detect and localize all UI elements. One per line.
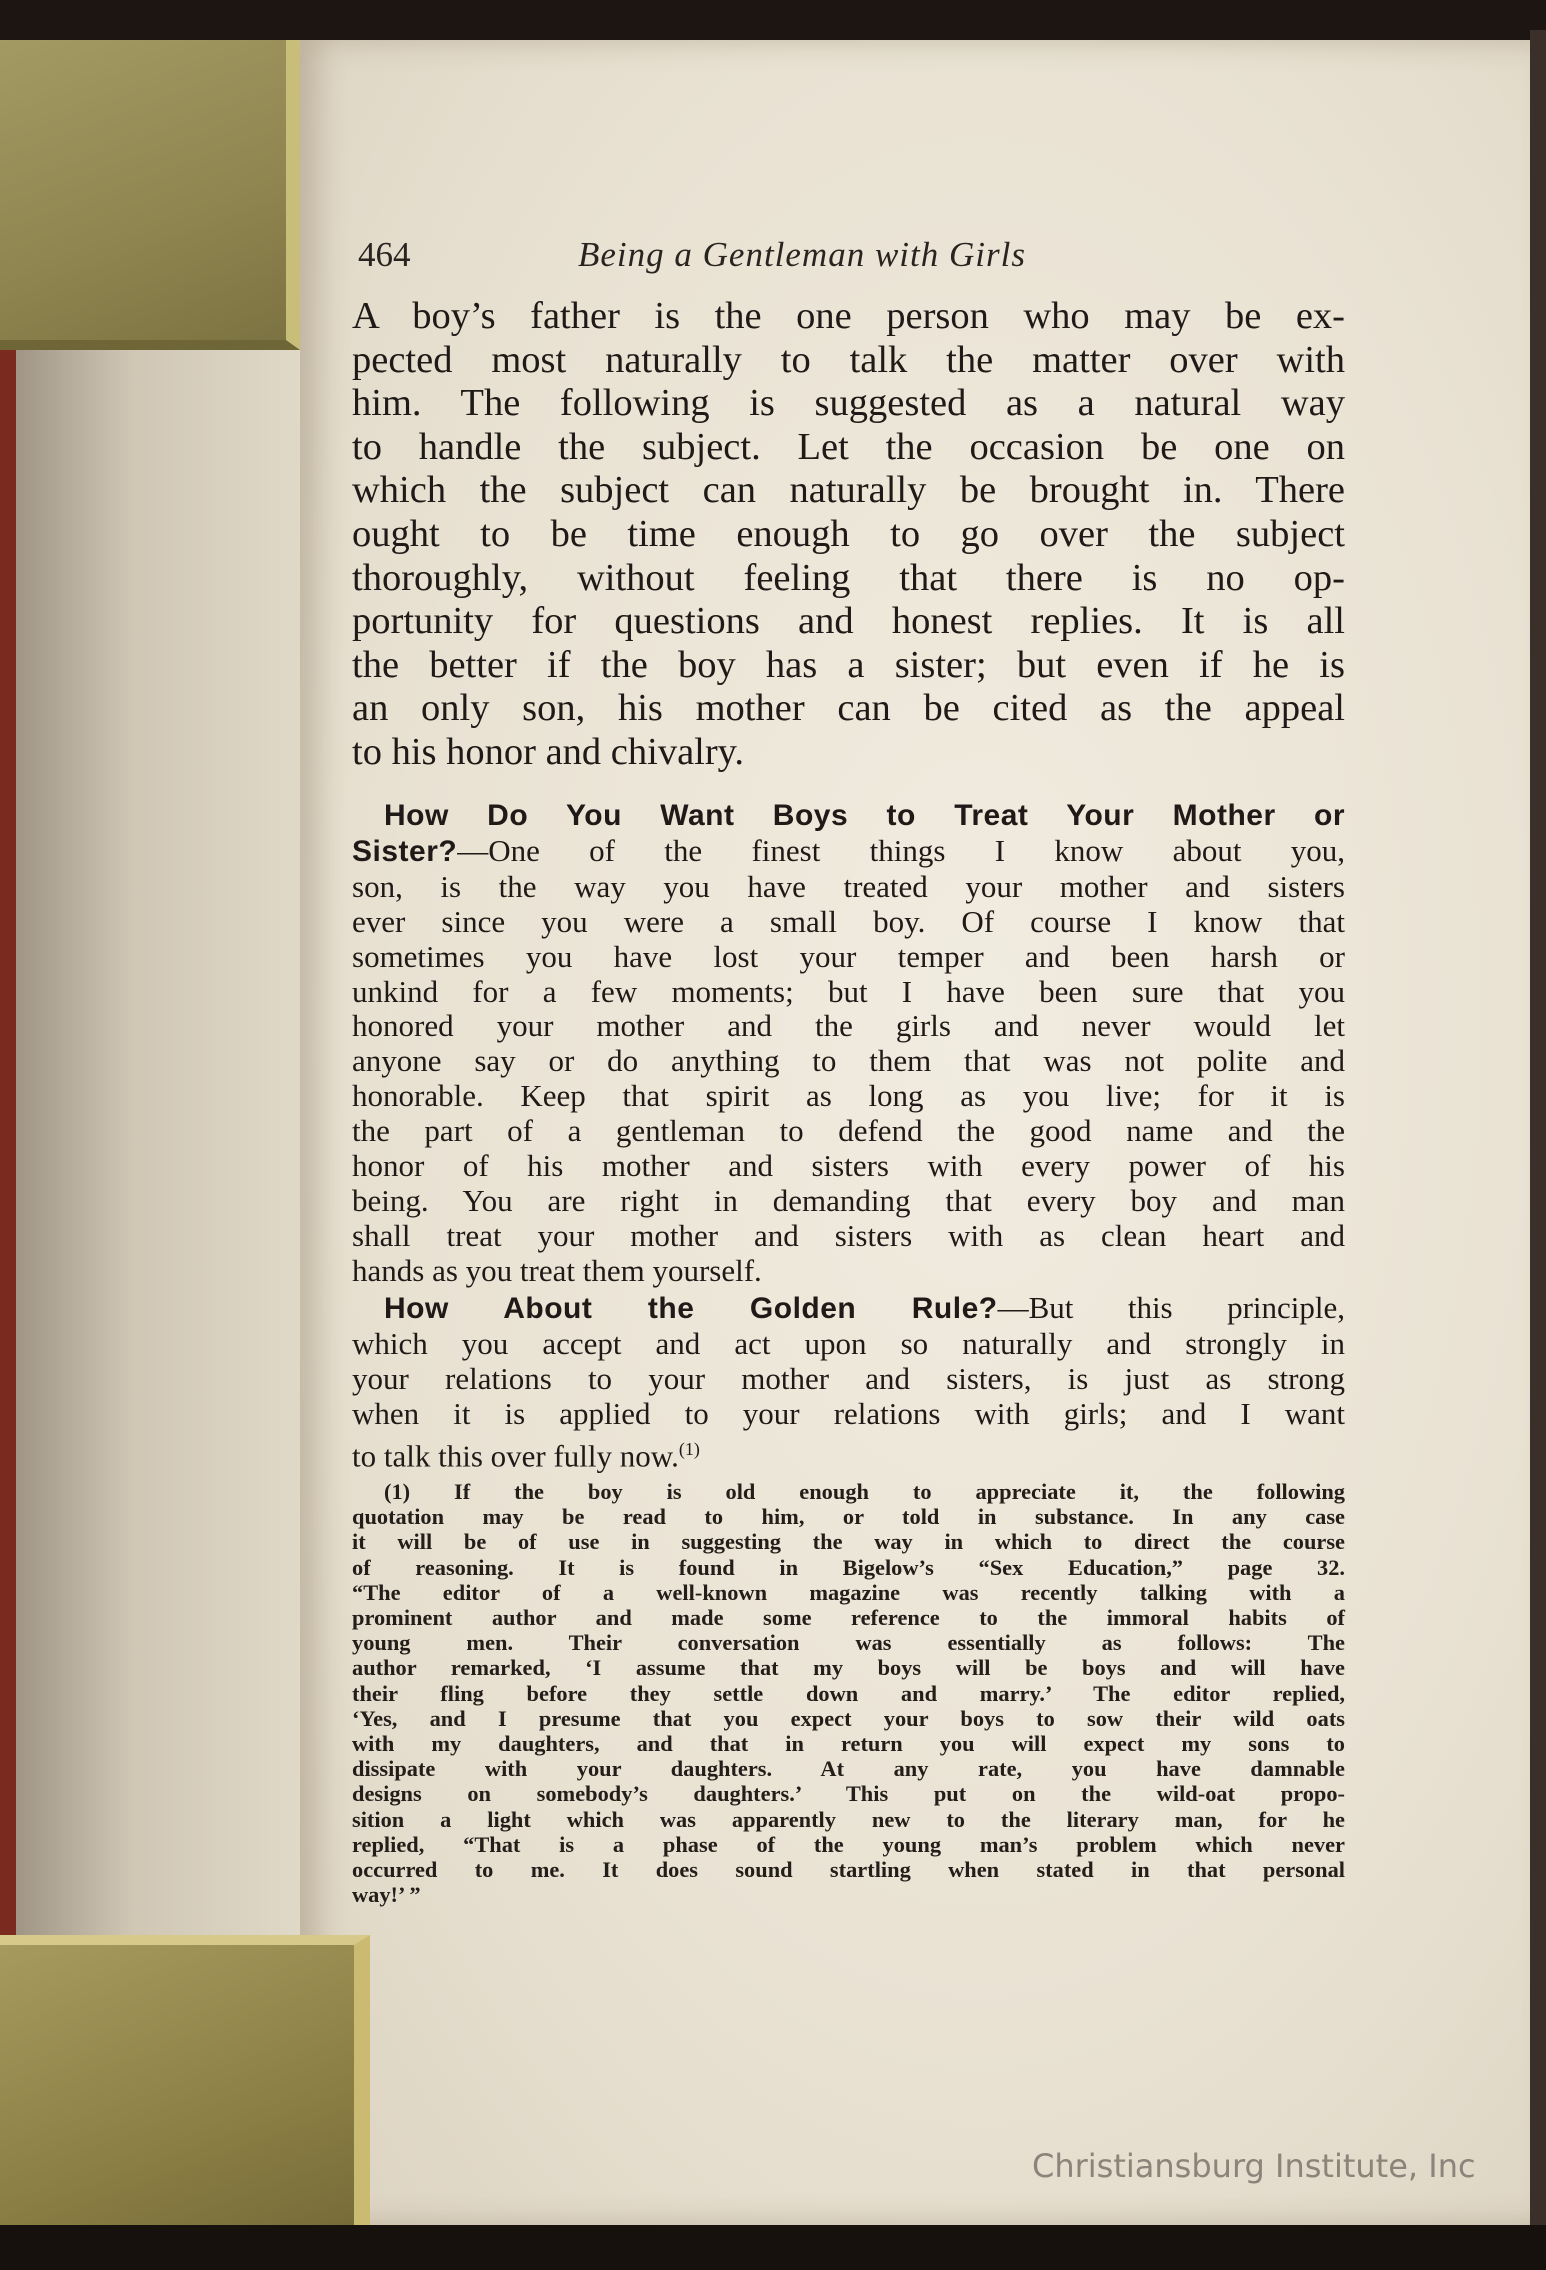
footnote-line: it will be of use in suggesting the way in which to direct the course bbox=[352, 1529, 1345, 1555]
section-heading: How About the Golden Rule? bbox=[384, 1292, 998, 1325]
text-line: sometimes you have lost your temper and been harsh or bbox=[352, 938, 1345, 974]
text-line: ever since you were a small boy. Of course I know that bbox=[352, 903, 1345, 939]
footnote-line: ‘Yes, and I presume that you expect your boys to sow their wild oats bbox=[352, 1705, 1345, 1731]
paragraph-father bbox=[352, 295, 1345, 775]
watermark: Christiansburg Institute, Inc bbox=[1032, 2147, 1476, 2185]
text-line: your relations to your mother and sisters, is just as strong bbox=[352, 1360, 1345, 1396]
running-head bbox=[358, 235, 1338, 285]
book-spine bbox=[0, 340, 16, 1940]
text-line: shall treat your mother and sisters with as clean heart and bbox=[352, 1217, 1345, 1253]
text-line: being. You are right in demanding that every boy and man bbox=[352, 1182, 1345, 1218]
footnote-line: quotation may be read to him, or told in substance. In any case bbox=[352, 1504, 1345, 1530]
text-line: thoroughly, without feeling that there is no op- bbox=[352, 556, 1345, 599]
text-line bbox=[352, 834, 1345, 870]
running-title: Being a Gentleman with Girls bbox=[578, 235, 1026, 274]
book-page-edges bbox=[0, 40, 330, 2240]
text-line: hands as you treat them yourself. bbox=[352, 1252, 762, 1288]
section-golden-rule bbox=[352, 1291, 1345, 1474]
text-segment: to talk this over fully now. bbox=[352, 1437, 679, 1473]
text-line: anyone say or do anything to them that was not polite and bbox=[352, 1043, 1345, 1079]
text-line: an only son, his mother can be cited as the appeal bbox=[352, 687, 1345, 730]
text-line bbox=[352, 798, 1345, 834]
footnote-line: young men. Their conversation was essentially as follows: The bbox=[352, 1630, 1345, 1656]
page-number: 464 bbox=[358, 235, 411, 274]
footnote-reference: (1) bbox=[678, 1438, 700, 1459]
text-line bbox=[352, 1291, 1345, 1327]
footnote-line: with my daughters, and that in return you will expect my sons to bbox=[352, 1731, 1345, 1757]
footnote bbox=[352, 1479, 1345, 1907]
text-line: which the subject can naturally be brought in. There bbox=[352, 469, 1345, 512]
text-line: when it is applied to your relations with girls; and I want bbox=[352, 1395, 1345, 1431]
footnote-line: their fling before they settle down and marry.’ The editor replied, bbox=[352, 1680, 1345, 1706]
section-heading-cont: Sister? bbox=[352, 834, 458, 868]
background-strip bbox=[0, 2225, 1546, 2270]
text-line: the part of a gentleman to defend the good name and the bbox=[352, 1113, 1345, 1149]
text-segment: —One of the finest things I know about you, bbox=[457, 832, 1345, 868]
top-index-tab bbox=[0, 40, 300, 350]
footnote-line: occurred to me. It does sound startling when stated in that personal bbox=[352, 1857, 1345, 1883]
text-line: honorable. Keep that spirit as long as you live; for it is bbox=[352, 1078, 1345, 1114]
text-line: A boy’s father is the one person who may be ex- bbox=[352, 295, 1345, 337]
text-line: unkind for a few moments; but I have been sure that you bbox=[352, 973, 1345, 1009]
text-line: honor of his mother and sisters with every power of his bbox=[352, 1148, 1345, 1184]
text-line: him. The following is suggested as a natural way bbox=[352, 382, 1345, 425]
footnote-line: sition a light which was apparently new to the literary man, for he bbox=[352, 1806, 1345, 1832]
text-line: the better if the boy has a sister; but even if he is bbox=[352, 643, 1345, 686]
footnote-line: (1) If the boy is old enough to appreciate it, the following bbox=[384, 1479, 1345, 1504]
footnote-line: “The editor of a well-known magazine was recently talking with a bbox=[352, 1579, 1345, 1605]
text-line: ought to be time enough to go over the subject bbox=[352, 512, 1345, 555]
text-segment: —But this principle, bbox=[997, 1290, 1345, 1325]
text-line: to his honor and chivalry. bbox=[352, 730, 745, 773]
text-line: son, is the way you have treated your mother and sisters bbox=[352, 868, 1345, 904]
text-line bbox=[352, 1432, 1345, 1474]
section-treat-mother bbox=[352, 798, 1345, 1289]
text-line: portunity for questions and honest replies. It is all bbox=[352, 600, 1345, 643]
text-line: pected most naturally to talk the matter over with bbox=[352, 338, 1345, 381]
footnote-line: prominent author and made some reference to the immoral habits of bbox=[352, 1605, 1345, 1631]
footnote-line: author remarked, ‘I assume that my boys will be boys and will have bbox=[352, 1655, 1345, 1681]
footnote-line: dissipate with your daughters. At any rate, you have damnable bbox=[352, 1756, 1345, 1782]
page-right-edge bbox=[1530, 30, 1546, 2240]
text-line: to handle the subject. Let the occasion be one on bbox=[352, 425, 1345, 468]
footnote-line: way!’ ” bbox=[352, 1882, 421, 1908]
footnote-line: replied, “That is a phase of the young man’s problem which never bbox=[352, 1831, 1345, 1857]
text-line: which you accept and act upon so naturally and strongly in bbox=[352, 1325, 1345, 1361]
section-heading: How Do You Want Boys to Treat Your Mother or bbox=[384, 799, 1345, 832]
footnote-line: designs on somebody’s daughters.’ This put on the wild-oat propo- bbox=[352, 1781, 1345, 1807]
footnote-line: of reasoning. It is found in Bigelow’s “Sex Education,” page 32. bbox=[352, 1554, 1345, 1580]
text-line: honored your mother and the girls and never would let bbox=[352, 1008, 1345, 1044]
bottom-index-tab bbox=[0, 1935, 370, 2245]
